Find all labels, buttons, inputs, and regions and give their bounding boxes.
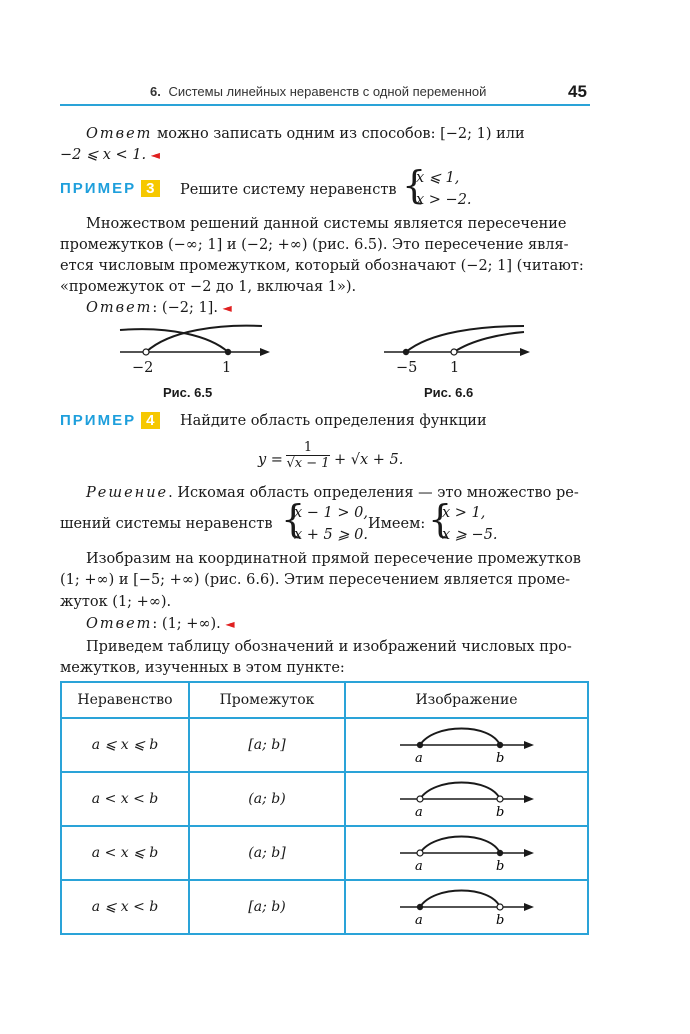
table-row [61,772,588,826]
system-brace: { [281,497,306,541]
end-marker-icon: ◄ [225,617,235,631]
point-a-label: a [414,913,423,927]
interval-diagram [382,829,552,873]
interval-diagram [382,775,552,819]
table-cell-interval: (a; b) [189,772,345,826]
figure-6-6 [380,318,540,362]
intervals-table [60,681,589,935]
figure-6-5 [110,318,280,362]
example-3-heading [60,178,160,197]
para1-line-3: ется числовым промежутком, который обозначают (−2; 1] (читают: [60,258,584,274]
para2-line-3: жуток (1; +∞). [60,594,172,610]
example-label: ПРИМЕР [60,412,137,429]
para3-line-1: Приведем таблицу обозначений и изображений числовых про- [86,639,572,655]
system-brace: { [402,163,427,207]
system-line-1: x ⩽ 1, [416,170,460,186]
example-label: ПРИМЕР [60,180,137,197]
formula-denominator: √x − 1 [286,456,330,471]
table-cell-inequality: a ⩽ x < b [61,880,189,934]
fig65-label-a: −2 [132,360,154,376]
example-number: 4 [141,412,159,429]
point-b-label: b [495,751,504,765]
point-b-label: b [495,805,504,819]
point-a-label: a [414,751,423,765]
table-cell-interval: (a; b] [189,826,345,880]
formula-y: y = [258,452,283,468]
example-3-text: Решите систему неравенств [180,182,397,198]
table-header-row [61,682,588,718]
table-cell-image [345,718,588,772]
para1-line-2: промежутков (−∞; 1] и (−2; +∞) (рис. 6.5). Это пересечение явля- [60,237,569,253]
table-row [61,880,588,934]
table-header-cell: Изображение [345,682,588,718]
solution-system2-line-1: x > 1, [442,505,486,521]
fig65-caption: Рис. 6.5 [163,385,213,400]
para3-line-2: межутков, изученных в этом пункте: [60,660,345,676]
table-row [61,718,588,772]
running-header [150,84,486,99]
example-4-text: Найдите область определения функции [180,413,487,429]
answer-4: Ответ: (1; +∞). ◄ [86,616,235,632]
solution-line-2: шений системы неравенств [60,516,273,532]
formula-fraction [286,440,330,471]
para2-line-1: Изобразим на координатной прямой пересечение промежутков [86,551,581,567]
table-cell-inequality: a < x ⩽ b [61,826,189,880]
answer-3: Ответ: (−2; 1]. ◄ [86,300,232,316]
page-number: 45 [568,82,587,101]
example-number: 3 [141,180,159,197]
point-b-label: b [495,913,504,927]
para2-line-2: (1; +∞) и [−5; +∞) (рис. 6.6). Этим пересечением является проме- [60,572,571,588]
chapter-number: 6. [150,84,161,99]
para1-line-1: Множеством решений данной системы является пересечение [86,216,567,232]
solution-line-1: Решение. Искомая область определения — это множество ре- [86,485,579,501]
system-brace: { [428,497,453,541]
fig66-label-b: 1 [450,360,460,376]
table-cell-image [345,772,588,826]
fig66-caption: Рис. 6.6 [424,385,474,400]
end-marker-icon: ◄ [150,148,160,162]
solution-system2-line-2: x ⩾ −5. [442,527,498,543]
point-a-label: a [414,859,423,873]
chapter-title: Системы линейных неравенств с одной переменной [168,84,487,99]
interval-diagram [382,721,552,765]
table-cell-inequality: a ⩽ x ⩽ b [61,718,189,772]
table-header-cell: Промежуток [189,682,345,718]
solution-system1-line-1: x − 1 > 0, [294,505,368,521]
table-cell-interval: [a; b) [189,880,345,934]
table-row [61,826,588,880]
point-b-label: b [495,859,504,873]
table-cell-image [345,826,588,880]
formula-numerator: 1 [303,440,313,455]
para1-line-4: «промежуток от −2 до 1, включая 1»). [60,279,357,295]
formula-tail: + √x + 5. [334,452,404,468]
intro-line-1: Ответ можно записать одним из способов: [−2; 1) или [86,126,525,142]
solution-have: Имеем: [368,516,426,532]
header-rule [60,104,590,106]
fig65-label-b: 1 [222,360,232,376]
table-cell-inequality: a < x < b [61,772,189,826]
intro-line-2: −2 ⩽ x < 1. ◄ [60,147,160,163]
example-4-heading [60,410,160,429]
fig66-label-a: −5 [396,360,418,376]
system-line-2: x > −2. [416,192,472,208]
table-cell-image [345,880,588,934]
solution-system1-line-2: x + 5 ⩾ 0. [294,527,368,543]
point-a-label: a [414,805,423,819]
interval-diagram [382,883,552,927]
table-cell-interval: [a; b] [189,718,345,772]
end-marker-icon: ◄ [222,301,232,315]
table-header-cell: Неравенство [61,682,189,718]
